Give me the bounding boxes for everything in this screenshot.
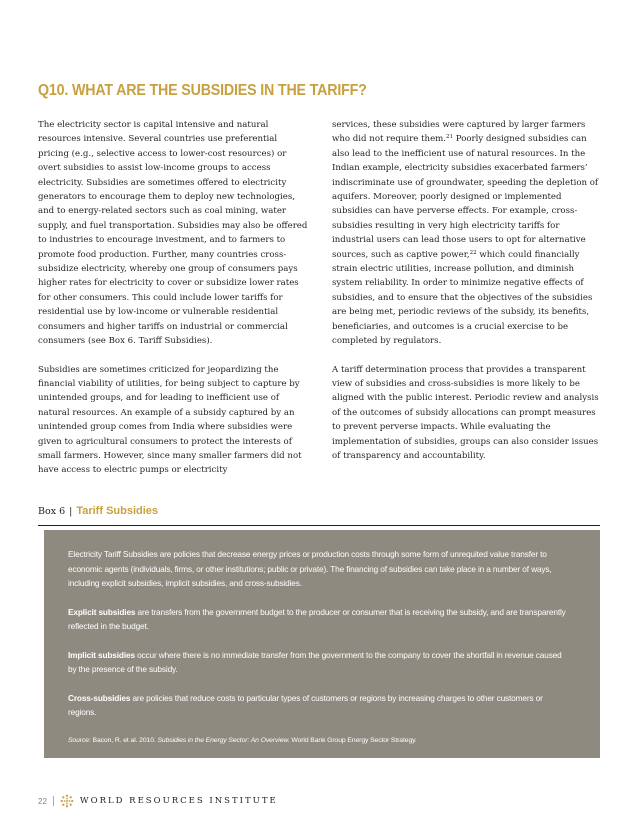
tariff-subsidies-box xyxy=(44,530,600,758)
right-paragraph-1-part-b: Poorly designed subsidies can also lead to the inefficient use of natural resources. In the Indian example, electricity subsidies exacerbated farmers’ indiscriminate use of groundwater, speeding the depletion of aquifers. Moreover, poorly designed or implemented subsidies can have perverse effects. For example, cross-subsidies resulting in very high electricity tariffs for industrial users can lead those users to opt for alternative sources, such as captive power, xyxy=(332,134,599,260)
page-number: 22 xyxy=(38,796,47,806)
implicit-term: Implicit subsidies xyxy=(68,649,135,660)
page-footer xyxy=(38,794,278,808)
box-source xyxy=(68,734,568,749)
organization-name: WORLD RESOURCES INSTITUTE xyxy=(79,796,278,806)
source-authors: Bacon, R. et al. 2010. xyxy=(90,736,158,744)
box-explicit xyxy=(68,605,568,634)
right-paragraph-1 xyxy=(332,118,604,349)
footnote-ref-21: 21 xyxy=(446,134,454,141)
source-label: Source: xyxy=(68,736,91,744)
box-label: Box 6 xyxy=(38,506,66,517)
explicit-term: Explicit subsidies xyxy=(68,606,136,617)
right-paragraph-2: A tariff determination process that provides a transparent view of subsidies and cross-subsidies is more likely to be aligned with the public interest. Periodic review and analysis of the outcomes of subsidy allocations can prompt measures to prevent perverse impacts. While evaluating the implementation of subsidies, groups can also consider issues of transparency and accountability. xyxy=(332,364,599,461)
left-column xyxy=(38,118,310,492)
right-paragraph-1-part-c: which could financially strain electric utilities, increase pollution, and diminish system reliability. In order to minimize negative effects of subsidies, and to ensure that the objectives of the subsidies are being met, periodic reviews of the subsidy, its benefits, beneficiaries, and outcomes is a crucial exercise to be completed by regulators. xyxy=(332,249,593,347)
footer-divider xyxy=(53,796,54,806)
source-title: Subsidies in the Energy Sector: An Overview. xyxy=(157,736,290,744)
box-title: Tariff Subsidies xyxy=(76,505,159,517)
box-cross xyxy=(68,691,568,720)
wri-logo-icon xyxy=(60,794,74,808)
right-paragraph-1-part-a: services, these subsidies were captured by larger farmers who did not require them. xyxy=(332,120,586,145)
source-publisher: World Bank Group Energy Sector Strategy. xyxy=(289,736,417,744)
box-implicit xyxy=(68,648,568,677)
box-header xyxy=(38,505,600,526)
box-intro: Electricity Tariff Subsidies are policies that decrease energy prices or production costs through some form of unrequited value transfer to economic agents (individuals, firms, or other institutions; public or private). The financing of subsidies can take place in a number of ways, including explicit subsidies, implicit subsidies, and cross-subsidies. xyxy=(68,549,552,588)
explicit-definition: are transfers from the government budget to the producer or consumer that is receiving the subsidy, and are transparently reflected in the budget. xyxy=(68,606,566,631)
left-paragraph-1: The electricity sector is capital intensive and natural resources intensive. Several countries use preferential pricing (e.g., selective access to lower-cost resources) or overt subsidies to assist low-income groups to access electricity. Subsidies are sometimes offered to electricity generators to encourage them to deploy new technologies, and to energy-related sectors such as coal mining, water supply, and fuel transportation. Subsidies may also be offered to industries to encourage investment, and to farmers to promote food production. Further, many countries cross-subsidize electricity, whereby one group of consumers pays higher rates for electricity to cover or subsidize lower rates for other consumers. This could include lower tariffs for residential use by low-income or vulnerable residential consumers and higher tariffs on industrial or commercial consumers (see Box 6. Tariff Subsidies). xyxy=(38,120,308,347)
cross-definition: are policies that reduce costs to particular types of customers or regions by increasing charges to other customers or regions. xyxy=(68,692,543,717)
right-column xyxy=(332,118,604,477)
section-heading: Q10. WHAT ARE THE SUBSIDIES IN THE TARIFF? xyxy=(38,82,367,99)
box-content xyxy=(68,547,568,748)
cross-term: Cross-subsidies xyxy=(68,692,131,703)
implicit-definition: occur where there is no immediate transfer from the government to the company to cover the shortfall in revenue caused by the presence of the subsidy. xyxy=(68,649,562,674)
box-separator: | xyxy=(69,506,73,517)
left-paragraph-2: Subsidies are sometimes criticized for jeopardizing the financial viability of utilities, for being subject to capture by unintended groups, and for leading to inefficient use of natural resources. An example of a subsidy captured by an unintended group comes from India where subsidies were given to agricultural consumers to protect the interests of small farmers. However, since many smaller farmers did not have access to electric pumps or electricity xyxy=(38,364,302,476)
footnote-ref-22: 22 xyxy=(469,249,477,256)
